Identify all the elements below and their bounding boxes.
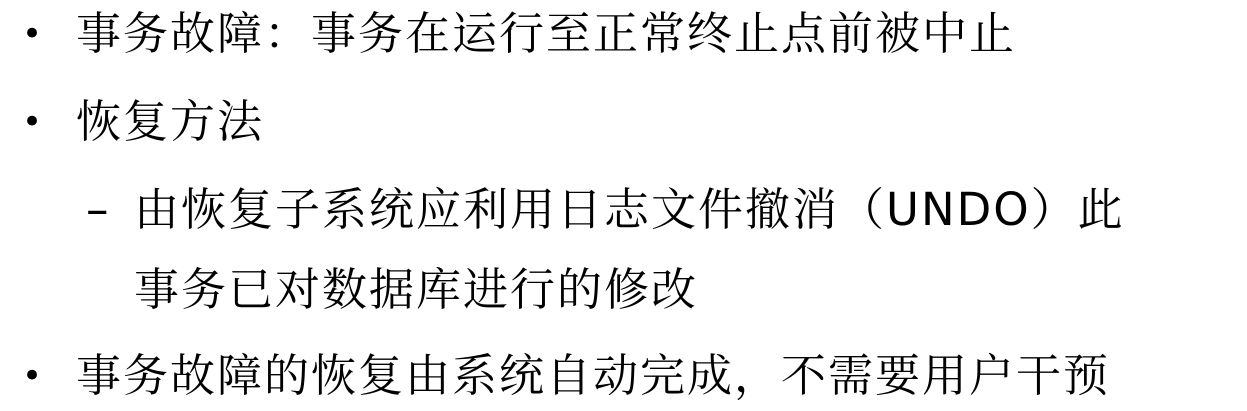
bullet-icon: • [22, 14, 43, 54]
dash-icon: – [86, 183, 109, 236]
bullet-icon: • [22, 102, 43, 142]
bullet-icon: • [22, 356, 43, 396]
sub-item-text-line2: 事务已对数据库进行的修改 [134, 263, 699, 316]
bullet-text-recovery-method: 恢复方法 [76, 95, 265, 148]
bullet-text-transaction-failure: 事务故障：事务在运行至正常终止点前被中止 [76, 7, 1017, 60]
bullet-text-auto-recovery: 事务故障的恢复由系统自动完成，不需要用户干预 [76, 349, 1111, 402]
sub-item-text-line1: 由恢复子系统应利用日志文件撤消（UNDO）此 [134, 183, 1125, 236]
